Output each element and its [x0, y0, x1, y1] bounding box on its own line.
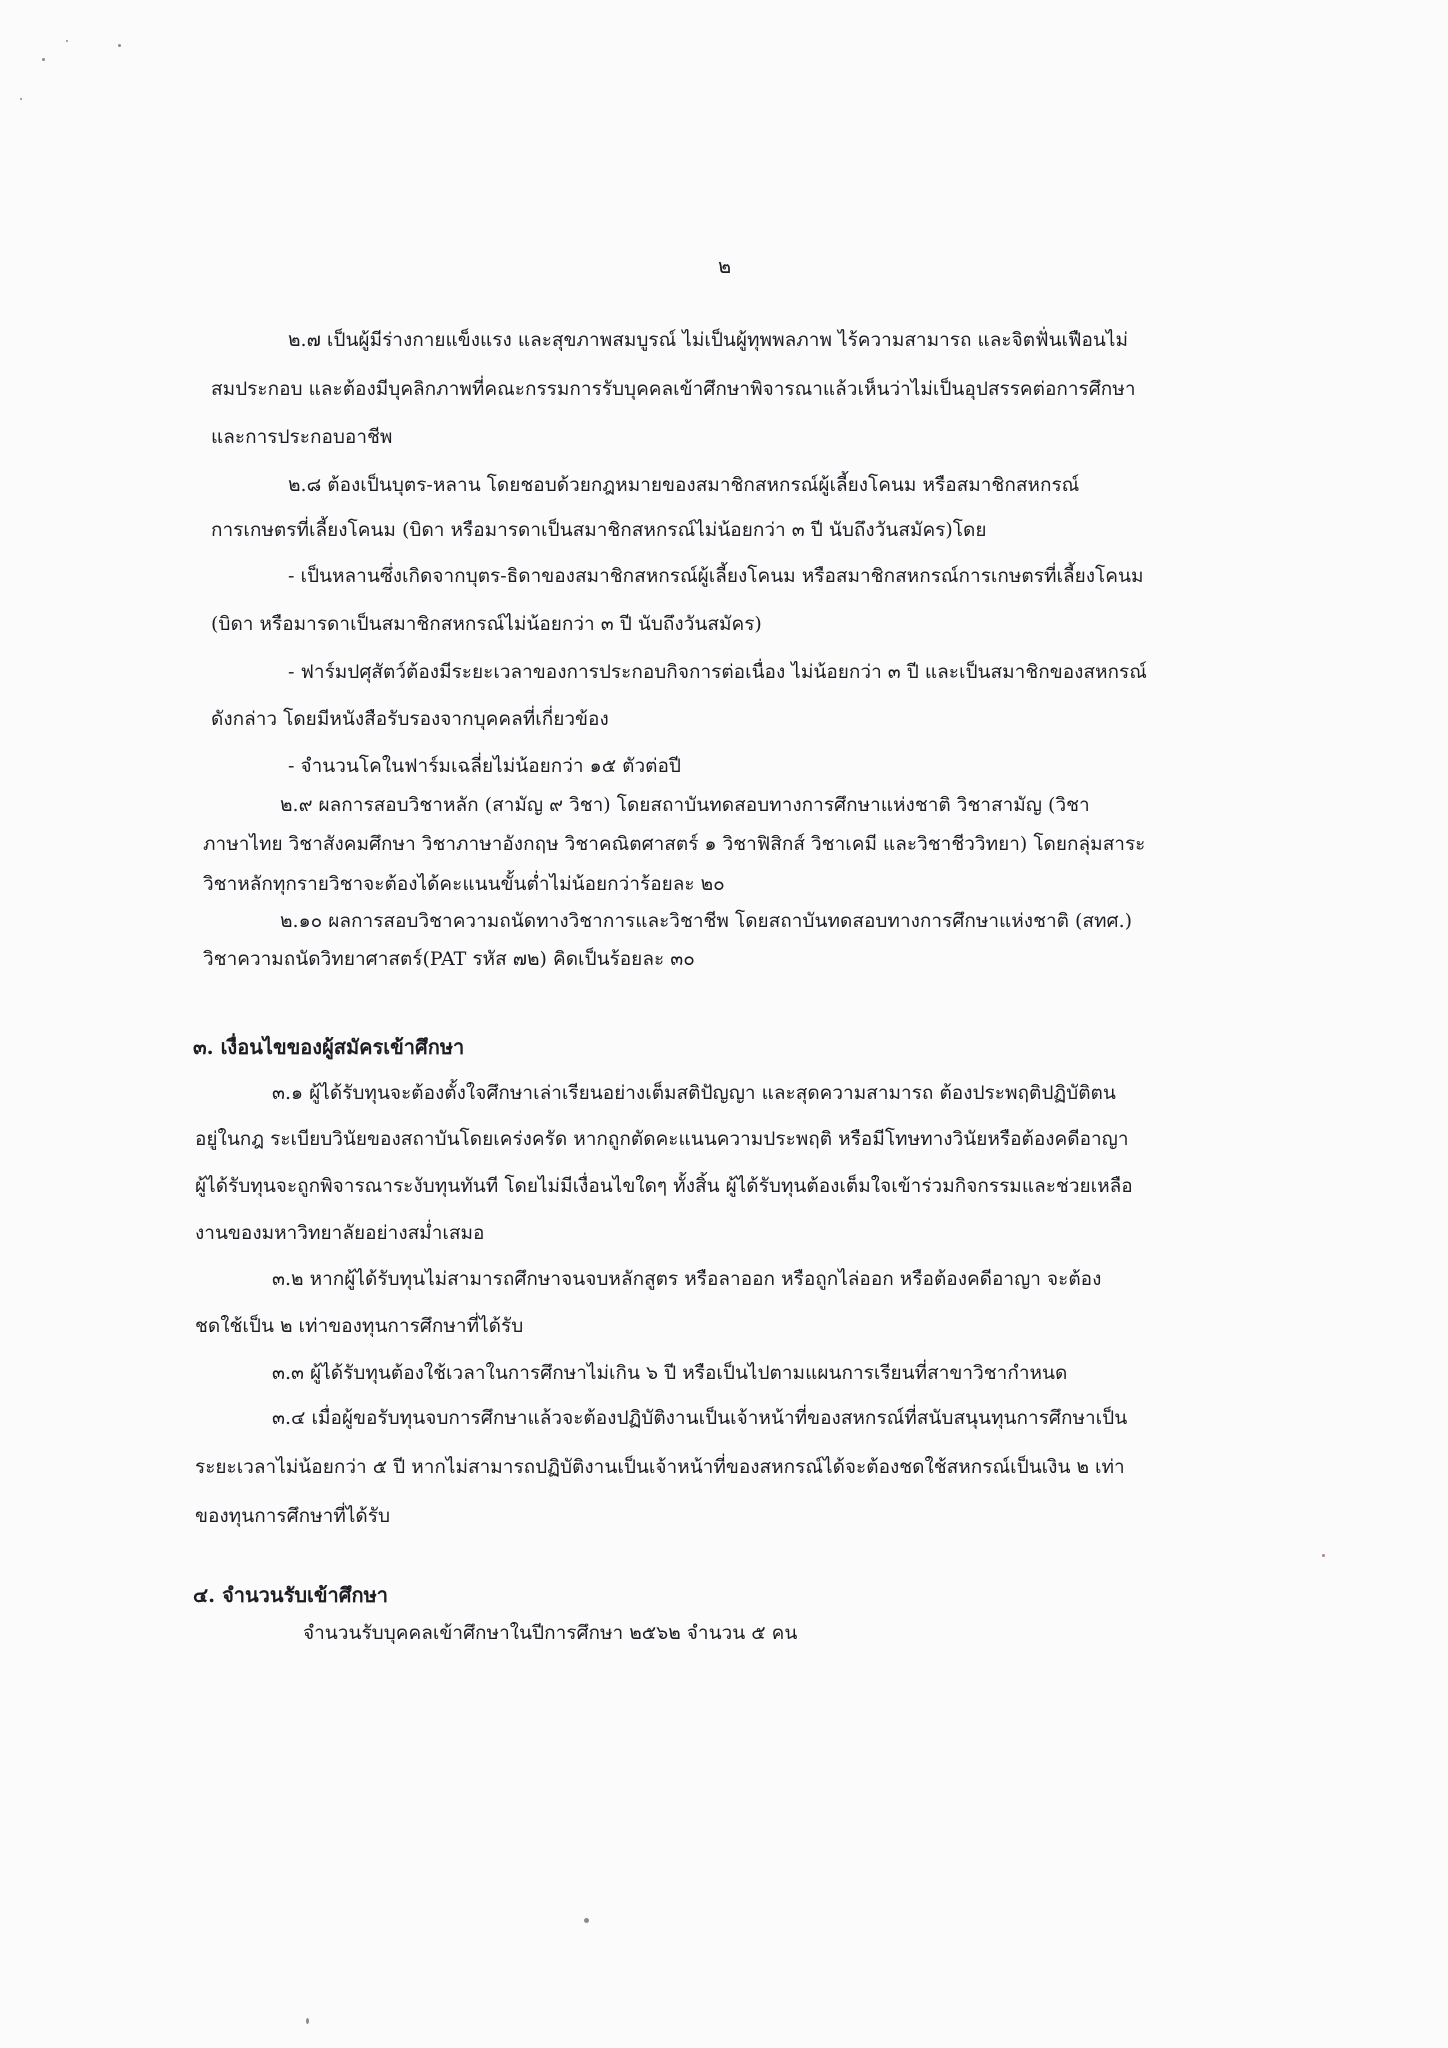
item-2-7-line-2: สมประกอบ และต้องมีบุคลิกภาพที่คณะกรรมการรับบุคคลเข้าศึกษาพิจารณาแล้วเห็นว่าไม่เป็นอุปสรรคต่อการศึกษา: [211, 378, 1136, 400]
scan-speck: [66, 40, 68, 42]
item-3-4-line-2: ระยะเวลาไม่น้อยกว่า ๕ ปี หากไม่สามารถปฏิบัติงานเป็นเจ้าหน้าที่ของสหกรณ์ได้จะต้องชดใช้สหกรณ์เป็นเงิน ๒ เท่า: [195, 1456, 1125, 1478]
item-2-8-bullet-1-line-1: - เป็นหลานซึ่งเกิดจากบุตร-ธิดาของสมาชิกสหกรณ์ผู้เลี้ยงโคนม หรือสมาชิกสหกรณ์การเกษตรที่เลี้ยงโคนม: [288, 565, 1144, 587]
scan-speck: [20, 98, 22, 100]
item-2-7-line-1: ๒.๗ เป็นผู้มีร่างกายแข็งแรง และสุขภาพสมบูรณ์ ไม่เป็นผู้ทุพพลภาพ ไร้ความสามารถ และจิตฟั่นเฟือนไม่: [288, 329, 1128, 351]
scan-speck: [584, 1918, 589, 1923]
scan-speck: [42, 58, 45, 61]
item-2-7-line-3: และการประกอบอาชีพ: [211, 426, 393, 448]
item-3-2-line-2: ชดใช้เป็น ๒ เท่าของทุนการศึกษาที่ได้รับ: [195, 1315, 524, 1337]
section-4-heading: ๔. จำนวนรับเข้าศึกษา: [193, 1583, 388, 1607]
item-3-4-line-3: ของทุนการศึกษาที่ได้รับ: [195, 1505, 391, 1527]
scan-speck: [1322, 1554, 1325, 1557]
item-2-8-bullet-2-line-2: ดังกล่าว โดยมีหนังสือรับรองจากบุคคลที่เกี่ยวข้อง: [211, 708, 609, 730]
item-2-8-bullet-3: - จำนวนโคในฟาร์มเฉลี่ยไม่น้อยกว่า ๑๕ ตัวต่อปี: [288, 755, 681, 777]
item-2-8-line-1: ๒.๘ ต้องเป็นบุตร-หลาน โดยชอบด้วยกฎหมายของสมาชิกสหกรณ์ผู้เลี้ยงโคนม หรือสมาชิกสหกรณ์: [288, 474, 1080, 496]
item-3-2-line-1: ๓.๒ หากผู้ได้รับทุนไม่สามารถศึกษาจนจบหลักสูตร หรือลาออก หรือถูกไล่ออก หรือต้องคดีอาญา จะต้อง: [272, 1268, 1102, 1290]
scan-speck: [118, 44, 121, 47]
item-2-9-line-1: ๒.๙ ผลการสอบวิชาหลัก (สามัญ ๙ วิชา) โดยสถาบันทดสอบทางการศึกษาแห่งชาติ วิชาสามัญ (วิชา: [280, 794, 1090, 816]
item-3-1-line-3: ผู้ได้รับทุนจะถูกพิจารณาระงับทุนทันที โดยไม่มีเงื่อนไขใดๆ ทั้งสิ้น ผู้ได้รับทุนต้องเต็มใจเข้าร่วมกิจกรรมและช่วยเหลือ: [195, 1175, 1133, 1197]
section-4-line-1: จำนวนรับบุคคลเข้าศึกษาในปีการศึกษา ๒๕๖๒ จำนวน ๕ คน: [303, 1622, 798, 1644]
item-2-9-line-3: วิชาหลักทุกรายวิชาจะต้องได้คะแนนขั้นต่ำไม่น้อยกว่าร้อยละ ๒๐: [203, 873, 725, 895]
item-2-9-line-2: ภาษาไทย วิชาสังคมศึกษา วิชาภาษาอังกฤษ วิชาคณิตศาสตร์ ๑ วิชาฟิสิกส์ วิชาเคมี และวิชาชีววิทยา) โดยกลุ่มสาระ: [203, 833, 1146, 855]
item-2-8-line-2: การเกษตรที่เลี้ยงโคนม (บิดา หรือมารดาเป็นสมาชิกสหกรณ์ไม่น้อยกว่า ๓ ปี นับถึงวันสมัคร)โดย: [211, 519, 987, 541]
item-3-1-line-2: อยู่ในกฎ ระเบียบวินัยของสถาบันโดยเคร่งครัด หากถูกตัดคะแนนความประพฤติ หรือมีโทษทางวินัยหรือต้องคดีอาญา: [195, 1128, 1129, 1150]
item-2-10-line-1: ๒.๑๐ ผลการสอบวิชาความถนัดทางวิชาการและวิชาชีพ โดยสถาบันทดสอบทางการศึกษาแห่งชาติ (สทศ.): [280, 910, 1133, 932]
scan-speck: [306, 2018, 309, 2024]
item-2-10-line-2: วิชาความถนัดวิทยาศาสตร์(PAT รหัส ๗๒) คิดเป็นร้อยละ ๓๐: [203, 948, 695, 970]
item-3-1-line-4: งานของมหาวิทยาลัยอย่างสม่ำเสมอ: [195, 1222, 485, 1244]
section-3-heading: ๓. เงื่อนไขของผู้สมัครเข้าศึกษา: [193, 1035, 465, 1059]
page-number: ๒: [718, 254, 732, 278]
item-2-8-bullet-2-line-1: - ฟาร์มปศุสัตว์ต้องมีระยะเวลาของการประกอบกิจการต่อเนื่อง ไม่น้อยกว่า ๓ ปี และเป็นสมาชิกของสหกรณ์: [288, 661, 1147, 683]
item-3-3-line-1: ๓.๓ ผู้ได้รับทุนต้องใช้เวลาในการศึกษาไม่เกิน ๖ ปี หรือเป็นไปตามแผนการเรียนที่สาขาวิชากำหนด: [272, 1362, 1068, 1384]
item-2-8-bullet-1-line-2: (บิดา หรือมารดาเป็นสมาชิกสหกรณ์ไม่น้อยกว่า ๓ ปี นับถึงวันสมัคร): [211, 613, 762, 635]
item-3-1-line-1: ๓.๑ ผู้ได้รับทุนจะต้องตั้งใจศึกษาเล่าเรียนอย่างเต็มสติปัญญา และสุดความสามารถ ต้องประพฤติปฏิบัติตน: [272, 1082, 1116, 1104]
item-3-4-line-1: ๓.๔ เมื่อผู้ขอรับทุนจบการศึกษาแล้วจะต้องปฏิบัติงานเป็นเจ้าหน้าที่ของสหกรณ์ที่สนับสนุนทุนการศึกษาเป็น: [272, 1407, 1128, 1429]
